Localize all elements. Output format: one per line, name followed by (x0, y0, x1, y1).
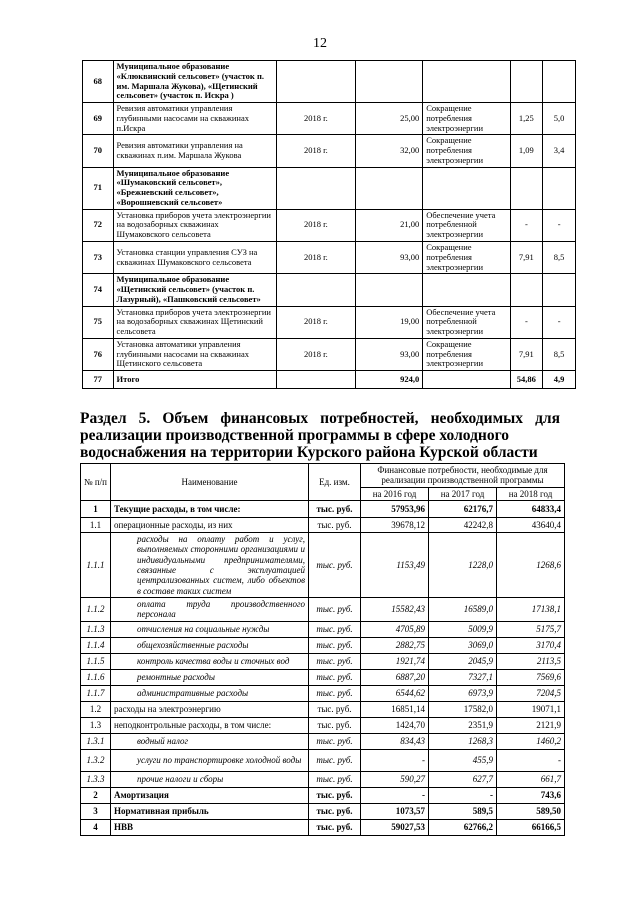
item-unit: тыс. руб. (309, 669, 361, 685)
measure-year (277, 61, 356, 103)
row-number: 3 (81, 803, 111, 819)
value-2018: 743,6 (497, 787, 565, 803)
row-number: 1.3.2 (81, 749, 111, 771)
measure-cost: 19,00 (355, 306, 423, 338)
measure-name: Муниципальное образование «Щетинский сельсовет» (участок п. Лазурный), «Пашковский сельсовет» (113, 274, 277, 306)
measure-payback-value (543, 61, 576, 103)
row-number: 4 (81, 819, 111, 835)
value-2016: 6544,62 (361, 685, 429, 701)
header-num: № п/п (81, 464, 111, 501)
row-number: 76 (83, 338, 114, 370)
measure-year (277, 371, 356, 389)
item-name: Нормативная прибыль (111, 803, 309, 819)
measure-row (83, 274, 576, 306)
value-2016: 4705,89 (361, 621, 429, 637)
finance-row (81, 669, 565, 685)
measure-effect: Обеспечение учета потребленной электроэнергии (423, 306, 510, 338)
row-number: 74 (83, 274, 114, 306)
row-number: 68 (83, 61, 114, 103)
value-2017: 455,9 (429, 749, 497, 771)
value-2016: 6887,20 (361, 669, 429, 685)
header-unit: Ед. изм. (309, 464, 361, 501)
row-number: 1.1.5 (81, 653, 111, 669)
row-number: 2 (81, 787, 111, 803)
item-name: Амортизация (111, 787, 309, 803)
finance-row (81, 653, 565, 669)
value-2017: 62766,2 (429, 819, 497, 835)
measure-cost: 21,00 (355, 209, 423, 241)
measure-row (83, 306, 576, 338)
row-number: 1.3.3 (81, 771, 111, 787)
finance-row (81, 733, 565, 749)
measure-name: Установка приборов учета электроэнергии на водозаборных скважинах Шумаковского сельсовета (113, 209, 277, 241)
section-title (80, 410, 560, 461)
measure-payback-value: 3,4 (543, 135, 576, 167)
measure-saving-value: 1,25 (510, 103, 543, 135)
item-name: расходы на оплату работ и услуг, выполняемых сторонними организациями и индивидуальными предпринимателями, связанные с эксплуатацией централизованных систем, либо объектов в составе таких систем (111, 533, 309, 598)
item-unit: тыс. руб. (309, 701, 361, 717)
measure-row (83, 371, 576, 389)
measure-year: 2018 г. (277, 338, 356, 370)
measure-payback-value: 8,5 (543, 338, 576, 370)
item-name: ремонтные расходы (111, 669, 309, 685)
measure-payback-value: 8,5 (543, 242, 576, 274)
measure-payback-value: 4,9 (543, 371, 576, 389)
value-2018: 2113,5 (497, 653, 565, 669)
value-2016: 834,43 (361, 733, 429, 749)
value-2016: 1424,70 (361, 717, 429, 733)
item-name: контроль качества воды и сточных вод (111, 653, 309, 669)
item-name: отчисления на социальные нужды (111, 621, 309, 637)
finance-row (81, 749, 565, 771)
measure-year: 2018 г. (277, 103, 356, 135)
value-2018: 66166,5 (497, 819, 565, 835)
value-2016: 590,27 (361, 771, 429, 787)
row-number: 1.1.2 (81, 598, 111, 622)
item-unit: тыс. руб. (309, 533, 361, 598)
item-unit: тыс. руб. (309, 685, 361, 701)
item-unit: тыс. руб. (309, 771, 361, 787)
measure-row (83, 103, 576, 135)
value-2018: 1460,2 (497, 733, 565, 749)
measure-cost: 924,0 (355, 371, 423, 389)
item-name: Текущие расходы, в том числе: (111, 501, 309, 518)
item-unit: тыс. руб. (309, 717, 361, 733)
measure-saving-value: 54,86 (510, 371, 543, 389)
item-unit: тыс. руб. (309, 803, 361, 819)
measure-year (277, 167, 356, 209)
measure-name: Установка приборов учета электроэнергии на водозаборных скважинах Щетинский сельсовета (113, 306, 277, 338)
value-2016: - (361, 749, 429, 771)
row-number: 71 (83, 167, 114, 209)
measure-row (83, 167, 576, 209)
value-2016: 57953,96 (361, 501, 429, 518)
measure-saving-value: 7,91 (510, 242, 543, 274)
row-number: 73 (83, 242, 114, 274)
value-2017: 1268,3 (429, 733, 497, 749)
item-name: оплата труда производственного персонала (111, 598, 309, 622)
value-2018: - (497, 749, 565, 771)
measure-effect: Обеспечение учета потребленной электроэнергии (423, 209, 510, 241)
measure-effect (423, 61, 510, 103)
value-2018: 589,50 (497, 803, 565, 819)
value-2017: 627,7 (429, 771, 497, 787)
value-2016: 1153,49 (361, 533, 429, 598)
row-number: 1.1.6 (81, 669, 111, 685)
value-2016: 2882,75 (361, 637, 429, 653)
row-number: 1.1.7 (81, 685, 111, 701)
section-title-line1: Раздел 5. Объем финансовых потребностей, необходимых для реализации производственной программы в сфере холодного (80, 410, 560, 444)
value-2016: 16851,14 (361, 701, 429, 717)
measure-saving-value (510, 61, 543, 103)
measure-year: 2018 г. (277, 242, 356, 274)
measure-year: 2018 г. (277, 135, 356, 167)
measures-table (82, 60, 576, 389)
measure-cost (355, 274, 423, 306)
item-name: НВВ (111, 819, 309, 835)
measure-row (83, 209, 576, 241)
value-2017: 42242,8 (429, 518, 497, 533)
finance-row (81, 819, 565, 835)
item-unit: тыс. руб. (309, 787, 361, 803)
finance-row (81, 637, 565, 653)
page-number: 12 (313, 36, 327, 51)
row-number: 75 (83, 306, 114, 338)
value-2017: 1228,0 (429, 533, 497, 598)
value-2016: 59027,53 (361, 819, 429, 835)
finance-row (81, 701, 565, 717)
header-group: Финансовые потребности, необходимые для реализации производственной программы (361, 464, 565, 488)
finance-row (81, 685, 565, 701)
value-2016: 15582,43 (361, 598, 429, 622)
measure-payback-value: 5,0 (543, 103, 576, 135)
measure-row (83, 338, 576, 370)
row-number: 77 (83, 371, 114, 389)
item-unit: тыс. руб. (309, 749, 361, 771)
item-unit: тыс. руб. (309, 501, 361, 518)
measure-saving-value: - (510, 306, 543, 338)
row-number: 70 (83, 135, 114, 167)
value-2017: 5009,9 (429, 621, 497, 637)
row-number: 72 (83, 209, 114, 241)
value-2017: 6973,9 (429, 685, 497, 701)
value-2018: 7569,6 (497, 669, 565, 685)
item-name: услуги по транспортировке холодной воды (111, 749, 309, 771)
measure-effect (423, 274, 510, 306)
row-number: 1.3 (81, 717, 111, 733)
measure-name: Установка станции управления СУЗ на скважинах Шумаковского сельсовета (113, 242, 277, 274)
measure-cost: 93,00 (355, 242, 423, 274)
measure-row (83, 135, 576, 167)
item-name: расходы на электроэнергию (111, 701, 309, 717)
measure-name: Муниципальное образование «Клюквинский сельсовет» (участок п. им. Маршала Жукова), «Щетинский сельсовет» (участок п. Искра ) (113, 61, 277, 103)
item-name: прочие налоги и сборы (111, 771, 309, 787)
financial-needs-table (80, 463, 565, 836)
measure-payback-value (543, 167, 576, 209)
measure-saving-value (510, 274, 543, 306)
row-number: 1.1.1 (81, 533, 111, 598)
measure-row (83, 242, 576, 274)
value-2018: 43640,4 (497, 518, 565, 533)
measure-cost: 93,00 (355, 338, 423, 370)
finance-row (81, 533, 565, 598)
value-2018: 19071,1 (497, 701, 565, 717)
measure-cost (355, 61, 423, 103)
measure-payback-value (543, 274, 576, 306)
value-2017: 3069,0 (429, 637, 497, 653)
value-2018: 3170,4 (497, 637, 565, 653)
header-name: Наименование (111, 464, 309, 501)
measure-saving-value: - (510, 209, 543, 241)
finance-row (81, 621, 565, 637)
finance-row (81, 598, 565, 622)
measure-effect: Сокращение потребления электроэнергии (423, 135, 510, 167)
value-2018: 2121,9 (497, 717, 565, 733)
measure-effect: Сокращение потребления электроэнергии (423, 338, 510, 370)
item-name: административные расходы (111, 685, 309, 701)
header-year-2018: на 2018 год (497, 487, 565, 500)
header-year-2017: на 2017 год (429, 487, 497, 500)
section-title-line2: водоснабжения на территории Курского района Курской области (80, 444, 538, 461)
item-unit: тыс. руб. (309, 518, 361, 533)
measure-cost: 32,00 (355, 135, 423, 167)
item-name: водный налог (111, 733, 309, 749)
measure-row (83, 61, 576, 103)
value-2018: 1268,6 (497, 533, 565, 598)
measure-effect (423, 371, 510, 389)
measure-year: 2018 г. (277, 306, 356, 338)
value-2017: 62176,7 (429, 501, 497, 518)
item-unit: тыс. руб. (309, 637, 361, 653)
measure-name: Ревизия автоматики управления глубинными насосами на скважинах п.Искра (113, 103, 277, 135)
finance-row (81, 501, 565, 518)
measure-payback-value: - (543, 306, 576, 338)
row-number: 1.2 (81, 701, 111, 717)
value-2018: 7204,5 (497, 685, 565, 701)
value-2017: 7327,1 (429, 669, 497, 685)
value-2018: 5175,7 (497, 621, 565, 637)
item-name: общехозяйственные расходы (111, 637, 309, 653)
measure-payback-value: - (543, 209, 576, 241)
item-unit: тыс. руб. (309, 621, 361, 637)
value-2018: 17138,1 (497, 598, 565, 622)
item-name: неподконтрольные расходы, в том числе: (111, 717, 309, 733)
row-number: 1 (81, 501, 111, 518)
row-number: 1.1.3 (81, 621, 111, 637)
row-number: 1.3.1 (81, 733, 111, 749)
measure-cost (355, 167, 423, 209)
finance-row (81, 787, 565, 803)
finance-row (81, 717, 565, 733)
row-number: 1.1.4 (81, 637, 111, 653)
value-2017: - (429, 787, 497, 803)
measure-name: Ревизия автоматики управления на скважинах п.им. Маршала Жукова (113, 135, 277, 167)
finance-row (81, 803, 565, 819)
measure-cost: 25,00 (355, 103, 423, 135)
item-unit: тыс. руб. (309, 733, 361, 749)
value-2016: 39678,12 (361, 518, 429, 533)
measure-name: Итого (113, 371, 277, 389)
header-year-2016: на 2016 год (361, 487, 429, 500)
item-unit: тыс. руб. (309, 819, 361, 835)
measure-name: Установка автоматики управления глубинными насосами на скважинах Щетинского сельсовета (113, 338, 277, 370)
row-number: 1.1 (81, 518, 111, 533)
value-2016: 1921,74 (361, 653, 429, 669)
value-2017: 2045,9 (429, 653, 497, 669)
item-unit: тыс. руб. (309, 653, 361, 669)
item-name: операционные расходы, из них (111, 518, 309, 533)
item-unit: тыс. руб. (309, 598, 361, 622)
measure-effect (423, 167, 510, 209)
measure-saving-value: 1,09 (510, 135, 543, 167)
row-number: 69 (83, 103, 114, 135)
value-2017: 2351,9 (429, 717, 497, 733)
finance-row (81, 771, 565, 787)
value-2018: 661,7 (497, 771, 565, 787)
measure-year (277, 274, 356, 306)
measure-year: 2018 г. (277, 209, 356, 241)
value-2017: 16589,0 (429, 598, 497, 622)
measure-saving-value (510, 167, 543, 209)
value-2018: 64833,4 (497, 501, 565, 518)
measure-effect: Сокращение потребления электроэнергии (423, 242, 510, 274)
measure-name: Муниципальное образование «Шумаковский сельсовет», «Брежневский сельсовет», «Ворошневский сельсовет» (113, 167, 277, 209)
value-2016: - (361, 787, 429, 803)
value-2017: 17582,0 (429, 701, 497, 717)
value-2017: 589,5 (429, 803, 497, 819)
finance-row (81, 518, 565, 533)
measure-effect: Сокращение потребления электроэнергии (423, 103, 510, 135)
measure-saving-value: 7,91 (510, 338, 543, 370)
value-2016: 1073,57 (361, 803, 429, 819)
